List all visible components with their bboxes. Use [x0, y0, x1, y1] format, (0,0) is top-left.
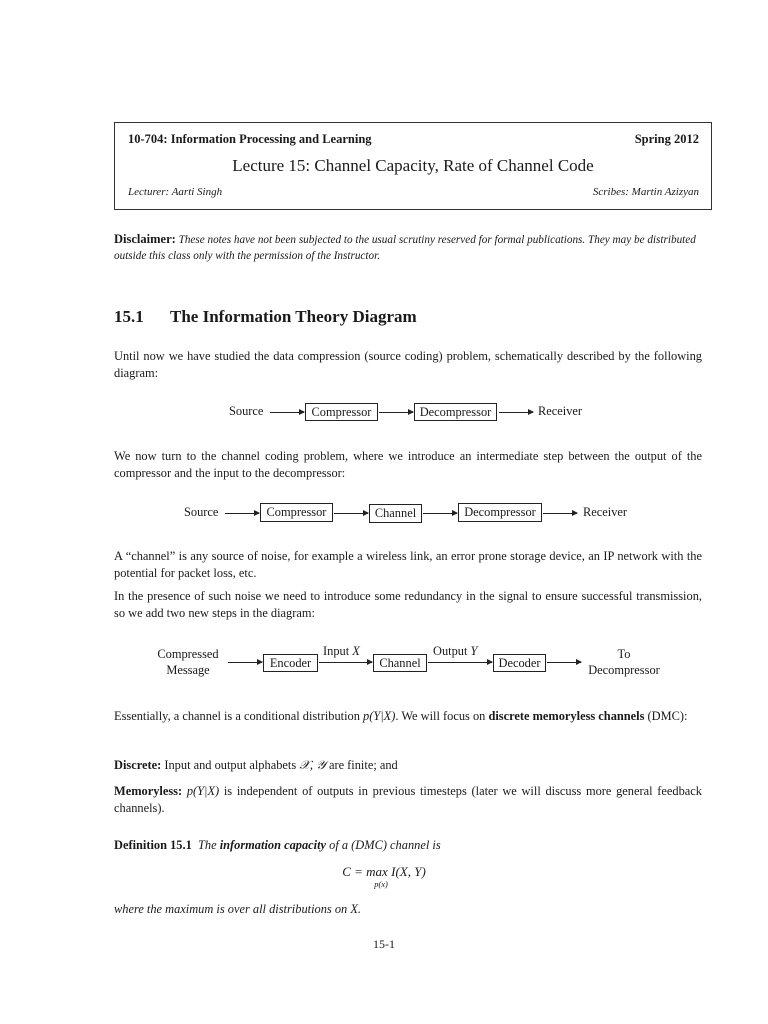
discrete-text-post: are finite; and — [325, 758, 398, 772]
course-name: 10-704: Information Processing and Learning — [128, 132, 372, 146]
closing-period: . — [357, 902, 362, 916]
diagram1-receiver: Receiver — [538, 404, 583, 418]
definition-text-post: of a (DMC) channel is — [326, 838, 441, 852]
diagram1-arrow-3 — [499, 412, 533, 413]
diagram2-arrow-4 — [543, 513, 577, 514]
diagram3-arrow-1 — [228, 662, 262, 663]
diagram3-channel-box: Channel — [373, 654, 427, 672]
diagram3-output-text: Output — [433, 644, 468, 658]
definition-label: Definition 15.1 — [114, 838, 192, 852]
diagram2-receiver: Receiver — [583, 505, 628, 519]
diagram2-source: Source — [184, 505, 219, 519]
discrete-label: Discrete: — [114, 758, 162, 772]
definition-term: information capacity — [219, 838, 327, 852]
diagram3-compressed-line2: Message — [166, 663, 210, 677]
diagram3-decoder-box: Decoder — [493, 654, 546, 672]
formula-lhs: C = max — [342, 864, 388, 879]
item-memoryless — [114, 783, 702, 817]
diagram3-compressed-line1: Compressed — [157, 647, 219, 661]
diagram3-input-label — [323, 644, 360, 659]
diagram3-to-line2: Decompressor — [588, 663, 660, 677]
diagram3-output-label — [433, 644, 477, 659]
p5-pre: Essentially, a channel is a conditional distribution — [114, 709, 364, 723]
formula-subscript: p(x) — [374, 879, 388, 889]
paragraph-dmc — [114, 708, 702, 725]
p5-bold-term: discrete memoryless channels — [488, 709, 645, 723]
diagram1-source: Source — [229, 404, 264, 418]
term: Spring 2012 — [634, 132, 699, 146]
diagram3-arrow-2 — [319, 662, 372, 663]
lecture-header-box — [114, 122, 712, 210]
paragraph-channel-coding: We now turn to the channel coding problem, where we introduce an intermediate step between the output of the compressor and the input to the decompressor: — [114, 449, 702, 480]
definition-text-pre: The — [198, 838, 220, 852]
p5-math: p(Y|X) — [363, 709, 396, 723]
diagram1-compressor-box: Compressor — [305, 403, 378, 421]
discrete-math: 𝒳, 𝒴 — [299, 758, 326, 772]
memoryless-text: is independent of outputs in previous timesteps (later we will discuss more general feedback channels). — [114, 784, 702, 815]
diagram2-channel-box: Channel — [369, 504, 422, 523]
closing-var: X — [350, 902, 358, 916]
memoryless-label: Memoryless: — [114, 784, 183, 798]
diagram3-encoder-box: Encoder — [263, 654, 318, 672]
page-number: 15-1 — [373, 937, 395, 951]
lecturer: Lecturer: Aarti Singh — [128, 186, 223, 198]
disclaimer: Disclaimer: These notes have not been subjected to the usual scrutiny reserved for formal publications. They may be distributed outside this class only with the permission of the Instructor. — [114, 232, 696, 262]
diagram2-arrow-3 — [423, 513, 457, 514]
diagram2-compressor-box: Compressor — [260, 503, 333, 522]
definition-15-1 — [114, 837, 702, 854]
diagram3-to-line1: To — [617, 647, 631, 661]
diagram3-arrow-4 — [547, 662, 581, 663]
memoryless-math: p(Y|X) — [186, 784, 220, 798]
diagram3-input-var: X — [352, 644, 360, 658]
disclaimer-text: These notes have not been subjected to the usual scrutiny reserved for formal publications. They may be distributed outside this class only with the permission of the Instructor. — [114, 234, 696, 262]
disclaimer-label: Disclaimer — [114, 232, 172, 246]
diagram2-arrow-1 — [225, 513, 259, 514]
section-number: 15.1 — [114, 307, 144, 326]
definition-closing — [114, 901, 702, 918]
p5-mid: . We will focus on — [395, 709, 489, 723]
diagram1-arrow-2 — [379, 412, 413, 413]
discrete-text-pre: Input and output alphabets — [164, 758, 300, 772]
p5-post: (DMC): — [644, 709, 688, 723]
scribes: Scribes: Martin Azizyan — [592, 186, 699, 198]
diagram2-arrow-2 — [334, 513, 368, 514]
diagram1-arrow-1 — [270, 412, 304, 413]
capacity-formula — [0, 864, 768, 889]
paragraph-redundancy: In the presence of such noise we need to introduce some redundancy in the signal to ensure successful transmission, so we add two new steps in the diagram: — [114, 589, 702, 620]
lecture-title: Lecture 15: Channel Capacity, Rate of Channel Code — [232, 156, 594, 175]
diagram3-arrow-3 — [428, 662, 492, 663]
diagram3-input-text: Input — [323, 644, 350, 658]
paragraph-source-coding: Until now we have studied the data compression (source coding) problem, schematically described by the following diagram: — [114, 349, 702, 380]
diagram1-decompressor-box: Decompressor — [414, 403, 497, 421]
formula-rhs: I(X, Y) — [391, 864, 426, 879]
section-heading — [114, 307, 417, 327]
diagram2-decompressor-box: Decompressor — [458, 503, 542, 522]
section-title: The Information Theory Diagram — [170, 307, 417, 326]
closing-text: where the maximum is over all distributions on — [114, 902, 351, 916]
paragraph-channel-definition: A “channel” is any source of noise, for example a wireless link, an error prone storage device, an IP network with the potential for packet loss, etc. — [114, 549, 702, 580]
item-discrete — [114, 757, 702, 774]
diagram3-output-var: Y — [470, 644, 478, 658]
